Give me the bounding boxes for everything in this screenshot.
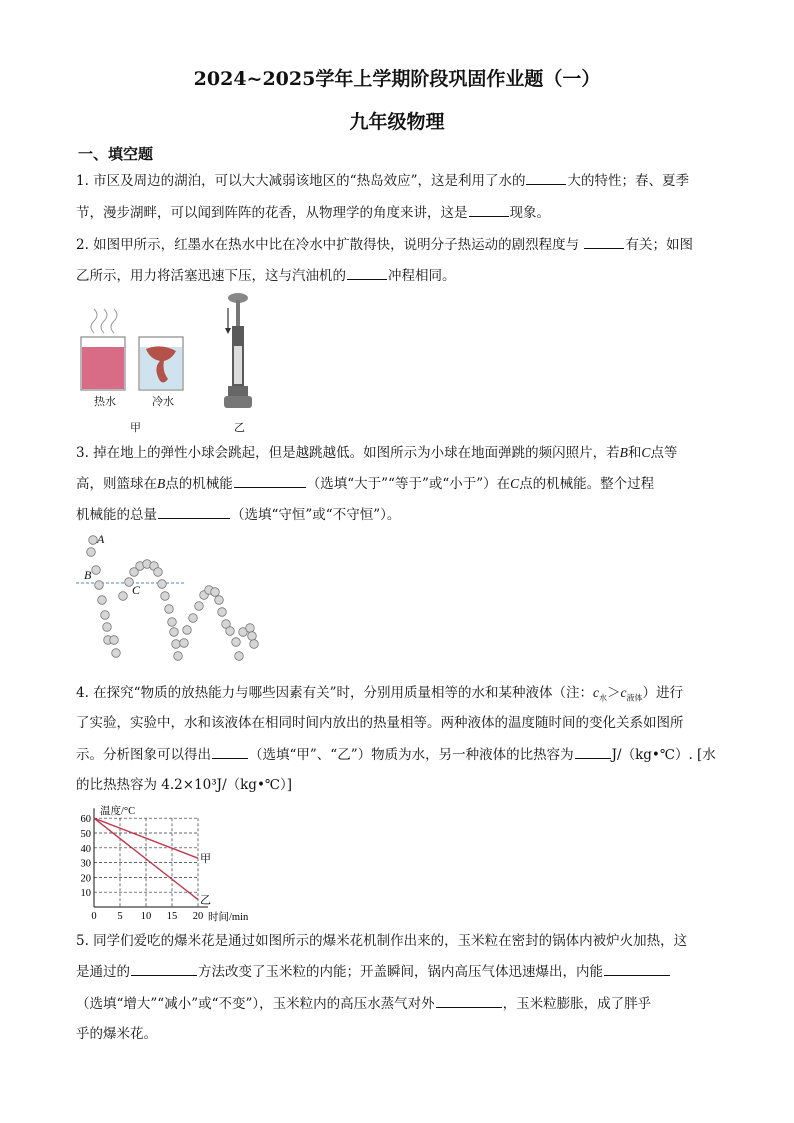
q5-blank-1[interactable]: [131, 961, 197, 976]
ball-dot: [232, 638, 241, 647]
ball-dot: [172, 640, 181, 649]
ball-dot: [215, 596, 224, 605]
ball-dot: [112, 649, 121, 658]
q4-line-4: 的比热热容为 4.2×10³J/（kg•℃）]: [76, 777, 293, 793]
q3-blank-2[interactable]: [158, 504, 230, 519]
ball-dot: [248, 632, 257, 641]
figure-jia-label: 甲: [130, 421, 141, 434]
x-tick-label: 0: [91, 911, 97, 922]
ball-dot: [110, 636, 119, 645]
ball-dot: [218, 608, 227, 617]
point-c-label: C: [132, 583, 141, 597]
cold-water-label: 冷水: [152, 395, 174, 408]
ball-dot: [119, 592, 128, 601]
section-title: 一、填空题: [78, 145, 154, 163]
ball-dot: [170, 628, 179, 637]
ball-dot: [87, 548, 96, 557]
y-tick-label: 60: [80, 814, 91, 826]
series-label-乙: 乙: [200, 893, 211, 907]
x-tick-label: 5: [117, 911, 123, 922]
ball-dot: [189, 614, 198, 623]
q3-line-2: 高，则篮球在B点的机械能 （选填“大于”“等于”或“小于”）在C点的机械能。整个过程: [76, 473, 726, 494]
ball-dot: [180, 639, 189, 648]
ball-dot: [158, 580, 167, 589]
ball-dot: [168, 618, 177, 627]
q1-blank-2[interactable]: [469, 202, 509, 217]
q2-line-2: 乙所示，用力将活塞迅速下压，这与汽油机的 冲程相同。: [76, 265, 726, 286]
y-tick-label: 30: [80, 858, 91, 870]
q1-line-1: 1. 市区及周边的湖泊，可以大大减弱该地区的“热岛效应”，这是利用了水的 大的特性；春、夏季: [76, 170, 726, 191]
ball-dot: [92, 566, 101, 575]
q3-line-3: 机械能的总量 （选填“守恒”或“不守恒”）。: [76, 504, 726, 525]
q2-blank-2[interactable]: [347, 265, 387, 280]
y-axis-label: 温度/°C: [100, 806, 136, 818]
ball-dot: [161, 592, 170, 601]
q2-line-1: 2. 如图甲所示，红墨水在热水中比在冷水中扩散得快，说明分子热运动的剧烈程度与 有关；如图: [76, 234, 726, 255]
q5-line-2: 是通过的 方法改变了玉米粒的内能；开盖瞬间，锅内高压气体迅速爆出，内能: [76, 961, 726, 982]
q4-blank-2[interactable]: [575, 744, 611, 759]
ball-dot: [174, 652, 183, 661]
temperature-time-chart: [70, 800, 270, 922]
q5-line-4: 乎的爆米花。: [76, 1026, 157, 1042]
ball-dot: [103, 623, 112, 632]
point-a-label: A: [97, 532, 105, 546]
series-label-甲: 甲: [200, 852, 211, 866]
q4-line-3: 示。分析图象可以得出 （选填“甲”、“乙”）物质为水，另一种液体的比热容为 J/（kg•℃）. [水: [76, 744, 726, 765]
x-tick-label: 20: [192, 911, 204, 922]
q3-blank-1[interactable]: [234, 473, 306, 488]
q5-blank-2[interactable]: [604, 961, 670, 976]
bouncing-ball-figure: [76, 532, 266, 672]
ball-dot: [101, 611, 110, 620]
x-tick-label: 10: [140, 911, 152, 922]
q1-blank-1[interactable]: [526, 170, 566, 185]
q2-blank-1[interactable]: [584, 234, 624, 249]
y-tick-label: 20: [80, 873, 91, 885]
exam-subtitle: 九年级物理: [349, 111, 445, 133]
x-axis-label: 时间/min: [208, 912, 249, 922]
q5-blank-3[interactable]: [436, 993, 502, 1008]
q1-line-2: 节，漫步湖畔，可以闻到阵阵的花香，从物理学的角度来讲，这是 现象。: [76, 202, 726, 223]
ball-dot: [154, 568, 163, 577]
ball-dot: [250, 640, 259, 649]
q4-line-1: 4. 在探究“物质的放热能力与哪些因素有关”时，分别用质量相等的水和某种液体（注：$c_水>c_{液体}$）进行: [76, 685, 683, 703]
ball-dot: [195, 602, 204, 611]
ball-dot: [246, 624, 255, 633]
x-tick-label: 15: [166, 911, 178, 922]
ball-dot: [183, 626, 192, 635]
exam-title: 2024~2025学年上学期阶段巩固作业题（一）: [193, 68, 601, 90]
q4-line-2: 了实验，实验中，水和该液体在相同时间内放出的热量相等。两种液体的温度随时间的变化关系如图所: [76, 715, 684, 731]
q5-line-1: 5. 同学们爱吃的爆米花是通过如图所示的爆米花机制作出来的，玉米粒在密封的锅体内被炉火加热，这: [76, 933, 688, 949]
ball-dot: [211, 588, 220, 597]
ball-dot: [95, 581, 104, 590]
ball-dot: [235, 652, 244, 661]
hot-water-label: 热水: [94, 395, 116, 408]
beakers-figure: [76, 305, 196, 397]
y-tick-label: 10: [80, 888, 91, 900]
q3-line-1: 3. 掉在地上的弹性小球会跳起，但是越跳越低。如图所示为小球在地面弹跳的频闪照片，若B和C点等: [76, 445, 678, 461]
piston-cylinder-figure: [218, 290, 258, 414]
point-b-label: B: [84, 568, 92, 582]
q4-blank-1[interactable]: [212, 744, 248, 759]
figure-yi-label: 乙: [234, 421, 245, 434]
ball-dot: [165, 605, 174, 614]
ball-dot: [89, 536, 98, 545]
y-tick-label: 40: [80, 843, 91, 855]
ball-dot: [98, 596, 107, 605]
q5-line-3: （选填“增大”“减小”或“不变”），玉米粒内的高压水蒸气对外 ，玉米粒膨胀，成了胖乎: [76, 993, 726, 1014]
y-tick-label: 50: [80, 829, 91, 840]
ball-dot: [226, 627, 235, 636]
